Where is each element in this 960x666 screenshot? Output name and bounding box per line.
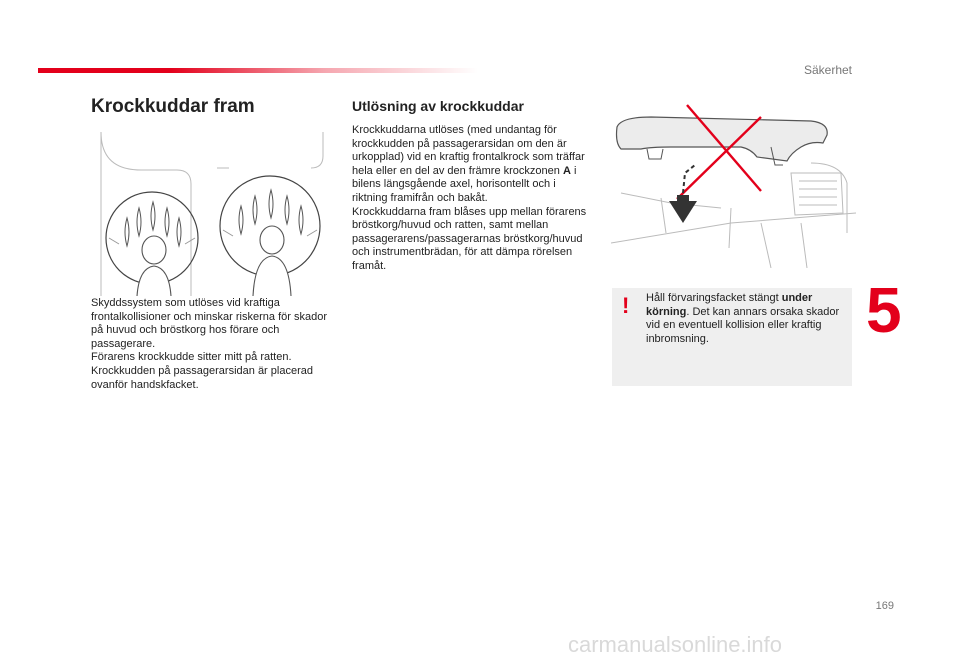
section-title-front-airbags: Krockkuddar fram	[91, 96, 255, 117]
deployment-paragraph-2: Krockkuddarna fram blåses upp mellan förarens bröstkorg/huvud och ratten, samt mellan passagerarens/passagerarnas bröstkorg/huvud och instrumentbrädan, för att dämpa rörelsen framåt.	[352, 205, 587, 272]
airbag-occupants-illustration	[97, 128, 327, 296]
section-title-airbag-deployment: Utlösning av krockkuddar	[352, 98, 524, 114]
deployment-text-start: Krockkuddarna utlöses (med undantag för krockkudden på passagerarsidan om den är urkopplad) vid en kraftig frontalkrock som träffar hela eller en del av den främre krockzonen	[352, 124, 585, 177]
warning-exclamation-icon: !	[622, 293, 630, 318]
warning-text	[646, 292, 846, 346]
crash-zone-label: A	[562, 164, 571, 177]
glovebox-illustration	[611, 103, 856, 268]
section-label: Säkerhet	[803, 63, 852, 77]
intro-paragraph-1: Skyddssystem som utlöses vid kraftiga frontalkollisioner och minskar riskerna för skador på huvud och bröstkorg hos förare och passagerare.	[91, 297, 327, 350]
warning-box	[612, 288, 852, 386]
deployment-text-block	[352, 124, 590, 274]
intro-text-block	[91, 297, 331, 392]
watermark: carmanualsonline.info	[568, 632, 783, 657]
chapter-number: 5	[866, 274, 902, 346]
warning-text-end: . Det kan annars orsaka skador vid en eventuell kollision eller kraftig inbromsning.	[646, 305, 840, 345]
warning-emphasis: under körning	[646, 292, 813, 318]
intro-paragraph-2: Förarens krockkudde sitter mitt på ratten.	[91, 351, 292, 364]
header-accent-bar	[38, 68, 478, 73]
warning-text-start: Håll förvaringsfacket stängt	[646, 292, 782, 304]
intro-paragraph-3: Krockkudden på passagerarsidan är placerad ovanför handskfacket.	[91, 364, 313, 391]
page-number: 169	[875, 600, 894, 612]
deployment-text-end: i bilens längsgående axel, horisontellt och i riktning framifrån och bakåt.	[352, 164, 577, 204]
deployment-paragraph-1	[352, 124, 590, 206]
